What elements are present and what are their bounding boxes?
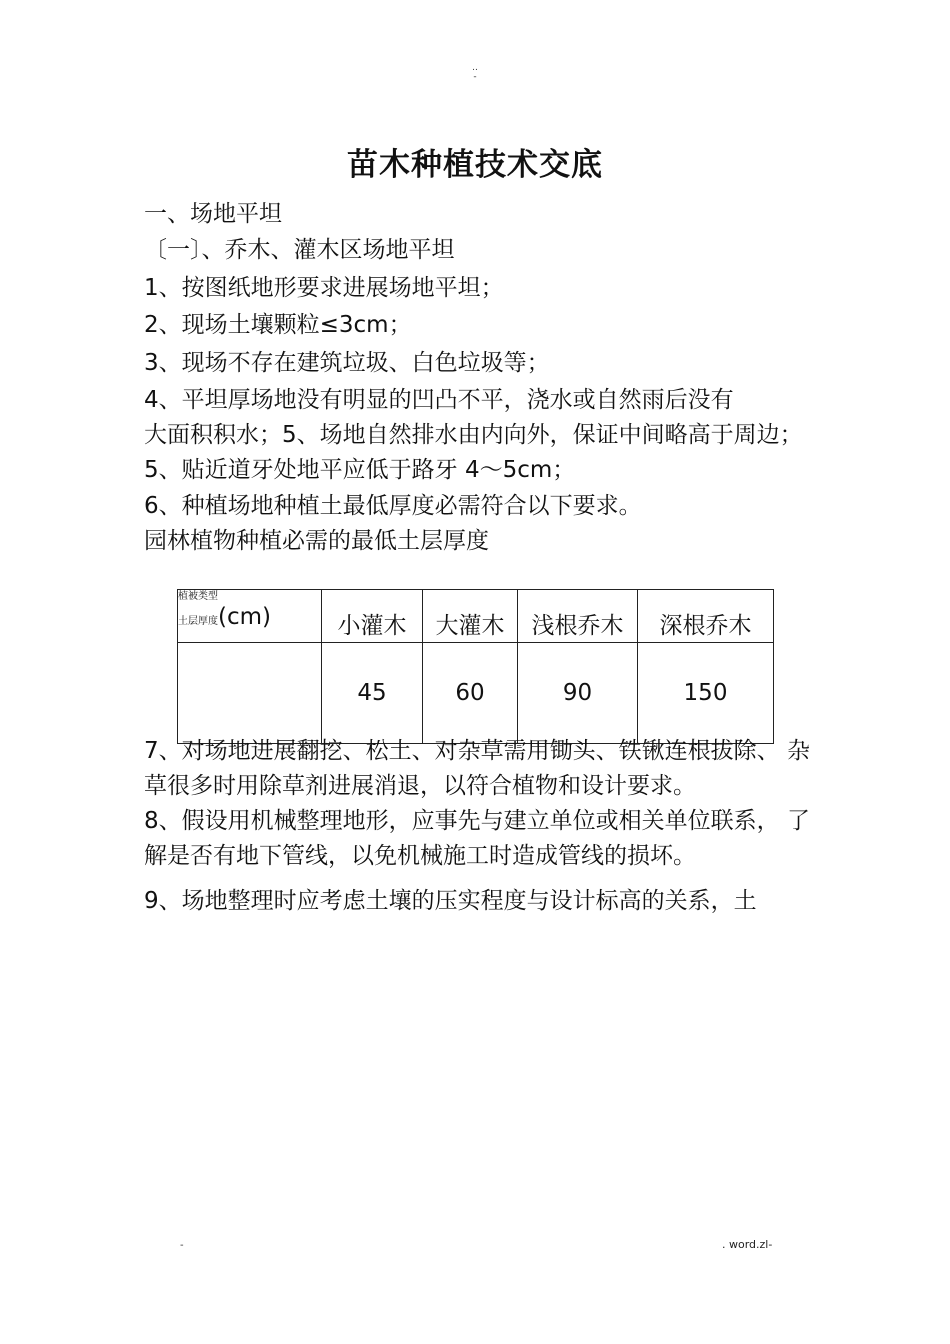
document-title: 苗木种植技术交底 xyxy=(347,147,603,183)
page-header-dash: - xyxy=(473,72,477,82)
table-cell: 45 xyxy=(322,643,423,744)
page-header-dots: .. xyxy=(472,63,478,73)
table-column-header: 大灌木 xyxy=(423,590,518,643)
table-column-header: 浅根乔木 xyxy=(518,590,638,643)
table-column-header: 小灌木 xyxy=(322,590,423,643)
table-header-row xyxy=(178,590,774,643)
corner-label-unit: (cm) xyxy=(218,604,271,630)
table-empty-cell xyxy=(178,643,322,744)
table-cell: 90 xyxy=(518,643,638,744)
section-heading: 一、场地平坦 xyxy=(144,201,282,227)
table-caption: 园林植物种植必需的最低土层厚度 xyxy=(144,528,489,554)
corner-label-soil-depth-text: 土层厚度 xyxy=(178,616,218,627)
list-item: 大面积积水；5、场地自然排水由内向外，保证中间略高于周边； xyxy=(144,422,803,448)
subsection-heading: 〔一〕、乔木、灌木区场地平坦 xyxy=(144,237,455,263)
table-row xyxy=(178,643,774,744)
corner-label-soil-depth xyxy=(178,604,271,630)
table-cell: 150 xyxy=(638,643,774,744)
table-corner-cell xyxy=(178,590,322,643)
page-header-mark xyxy=(0,64,950,82)
table-cell: 60 xyxy=(423,643,518,744)
list-item: 5、贴近道牙处地平应低于路牙 4～5cm； xyxy=(144,457,576,483)
list-item: 1、按图纸地形要求进展场地平坦； xyxy=(144,275,504,301)
list-item: 8、假设用机械整理地形，应事先与建立单位或相关单位联系， 了 xyxy=(144,808,810,834)
list-item: 9、场地整理时应考虑土壤的压实程度与设计标高的关系，土 xyxy=(144,888,757,914)
list-item: 3、现场不存在建筑垃圾、白色垃圾等； xyxy=(144,350,550,376)
list-item: 4、平坦厚场地没有明显的凹凸不平，浇水或自然雨后没有 xyxy=(144,387,734,413)
list-item: 7、对场地进展翻挖、松土、对杂草需用锄头、铁锹连根拔除、 杂 xyxy=(144,738,810,764)
footer-left-mark: - xyxy=(180,1240,184,1251)
list-item: 解是否有地下管线，以免机械施工时造成管线的损坏。 xyxy=(144,843,696,869)
list-item: 6、种植场地种植土最低厚度必需符合以下要求。 xyxy=(144,493,642,519)
list-item: 草很多时用除草剂进展消退，以符合植物和设计要求。 xyxy=(144,773,696,799)
footer-right-mark: . word.zl- xyxy=(722,1238,773,1251)
soil-depth-table xyxy=(177,589,774,744)
list-item: 2、现场土壤颗粒≤3cm； xyxy=(144,312,412,338)
table-column-header: 深根乔木 xyxy=(638,590,774,643)
corner-label-vegetation-type: 植被类型 xyxy=(178,591,218,602)
